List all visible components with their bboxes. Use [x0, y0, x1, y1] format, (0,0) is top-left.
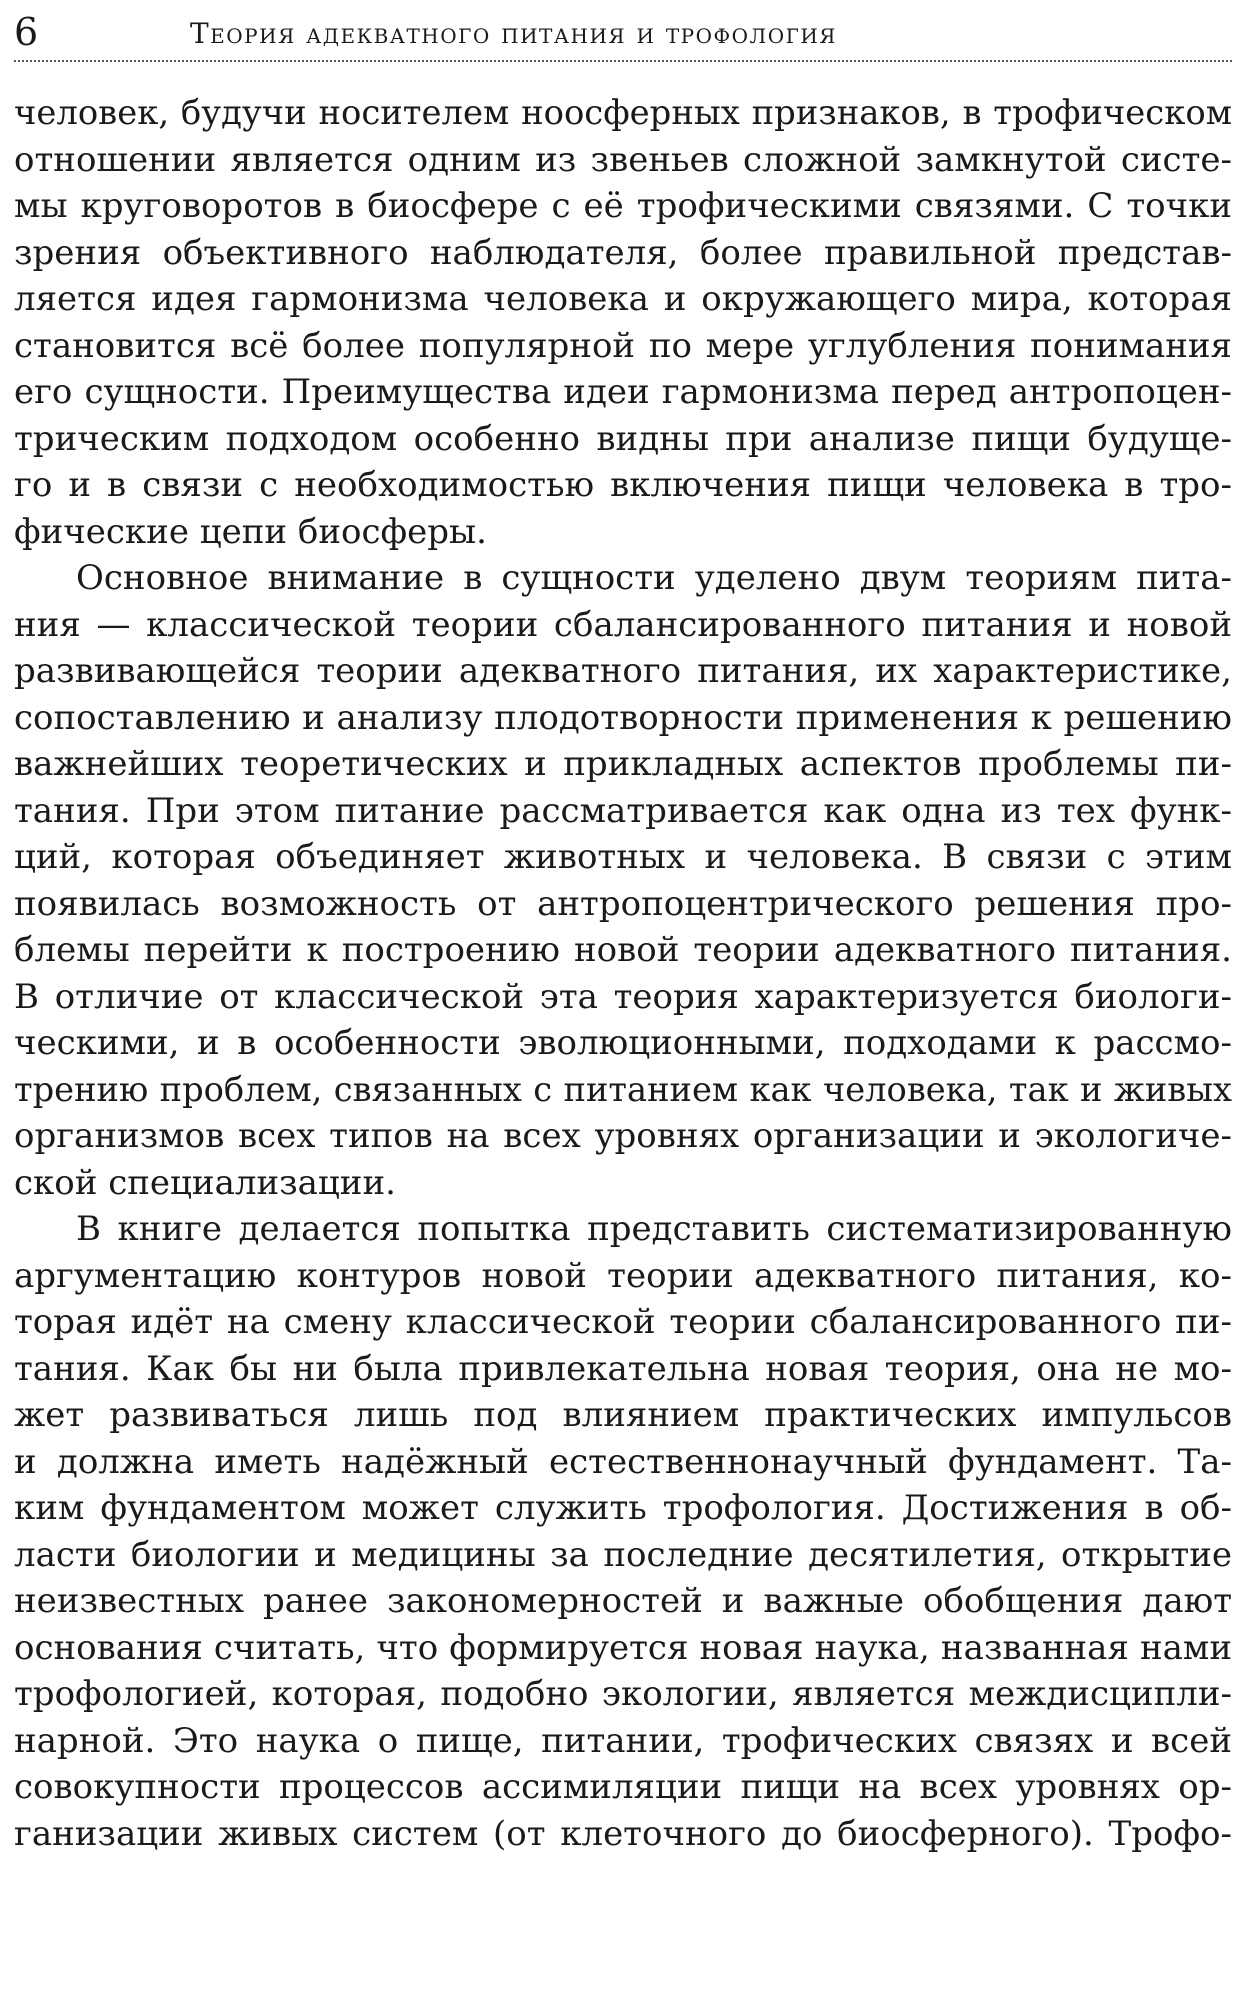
text-line: трическим подходом особенно видны при анализе пищи будуще- [14, 418, 1232, 459]
text-line: основания считать, что формируется новая наука, названная нами [14, 1627, 1232, 1668]
text-line: сопоставлению и анализу плодотворности применения к решению [14, 697, 1232, 738]
book-page [14, 0, 1232, 2000]
text-line: ганизации живых систем (от клеточного до биосферного). Трофо- [14, 1813, 1232, 1854]
text-line: развивающейся теории адекватного питания, их характеристике, [14, 651, 1232, 691]
text-line: ций, которая объединяет животных и человека. В связи с этим [14, 837, 1232, 877]
text-line: жет развиваться лишь под влиянием практических импульсов [14, 1395, 1232, 1435]
text-line: важнейших теоретических и прикладных аспектов проблемы пи- [14, 744, 1232, 784]
text-line: нарной. Это наука о пище, питании, трофических связях и всей [14, 1720, 1232, 1761]
text-line: ской специализации. [14, 1162, 396, 1203]
text-line: тания. При этом питание рассматривается как одна из тех функ- [14, 790, 1232, 831]
text-line: ляется идея гармонизма человека и окружающего мира, которая [14, 279, 1232, 319]
page-number: 6 [14, 10, 39, 54]
text-line: зрения объективного наблюдателя, более правильной представ- [14, 232, 1232, 273]
text-line: фические цепи биосферы. [14, 511, 487, 552]
text-line: го и в связи с необходимостью включения пищи человека в тро- [14, 465, 1232, 505]
text-line: становится всё более популярной по мере углубления понимания [14, 325, 1232, 366]
text-line: ческими, и в особенности эволюционными, подходами к рассмо- [14, 1023, 1232, 1063]
text-line: человек, будучи носителем ноосферных признаков, в трофическом [14, 93, 1232, 132]
text-line: появилась возможность от антропоцентрического решения про- [14, 883, 1232, 924]
body-text [14, 90, 1232, 1857]
text-line: блемы перейти к построению новой теории адекватного питания. [14, 930, 1232, 970]
text-line: В книге делается попытка представить систематизированную [76, 1209, 1232, 1249]
text-line: Основное внимание в сущности уделено двум теориям пита- [76, 558, 1232, 598]
text-line: трофологией, которая, подобно экологии, является междисципли- [14, 1674, 1232, 1714]
text-line: ния — классической теории сбалансированного питания и новой [14, 604, 1232, 645]
text-line: тания. Как бы ни была привлекательна новая теория, она не мо- [14, 1348, 1232, 1389]
text-line: отношении является одним из звеньев сложной замкнутой систе- [14, 139, 1232, 180]
text-line: его сущности. Преимущества идеи гармонизма перед антропоцен- [14, 372, 1232, 412]
text-line: торая идёт на смену классической теории сбалансированного пи- [14, 1302, 1232, 1342]
text-line: ласти биологии и медицины за последние десятилетия, открытие [14, 1534, 1232, 1575]
text-line: неизвестных ранее закономерностей и важные обобщения дают [14, 1581, 1232, 1621]
text-line: и должна иметь надёжный естественнонаучный фундамент. Та- [14, 1441, 1232, 1482]
running-title: Теория адекватного питания и трофология [190, 17, 837, 50]
running-header [14, 8, 1232, 62]
text-line: В отличие от классической эта теория характеризуется биологи- [14, 976, 1232, 1017]
text-line: совокупности процессов ассимиляции пищи на всех уровнях ор- [14, 1767, 1232, 1807]
text-line: организмов всех типов на всех уровнях организации и экологиче- [14, 1116, 1232, 1156]
text-line: аргументацию контуров новой теории адекватного питания, ко- [14, 1255, 1232, 1296]
text-line: ким фундаментом может служить трофология. Достижения в об- [14, 1488, 1232, 1528]
text-line: мы круговоротов в биосфере с её трофическими связями. С точки [14, 186, 1232, 226]
text-line: трению проблем, связанных с питанием как человека, так и живых [14, 1069, 1232, 1109]
